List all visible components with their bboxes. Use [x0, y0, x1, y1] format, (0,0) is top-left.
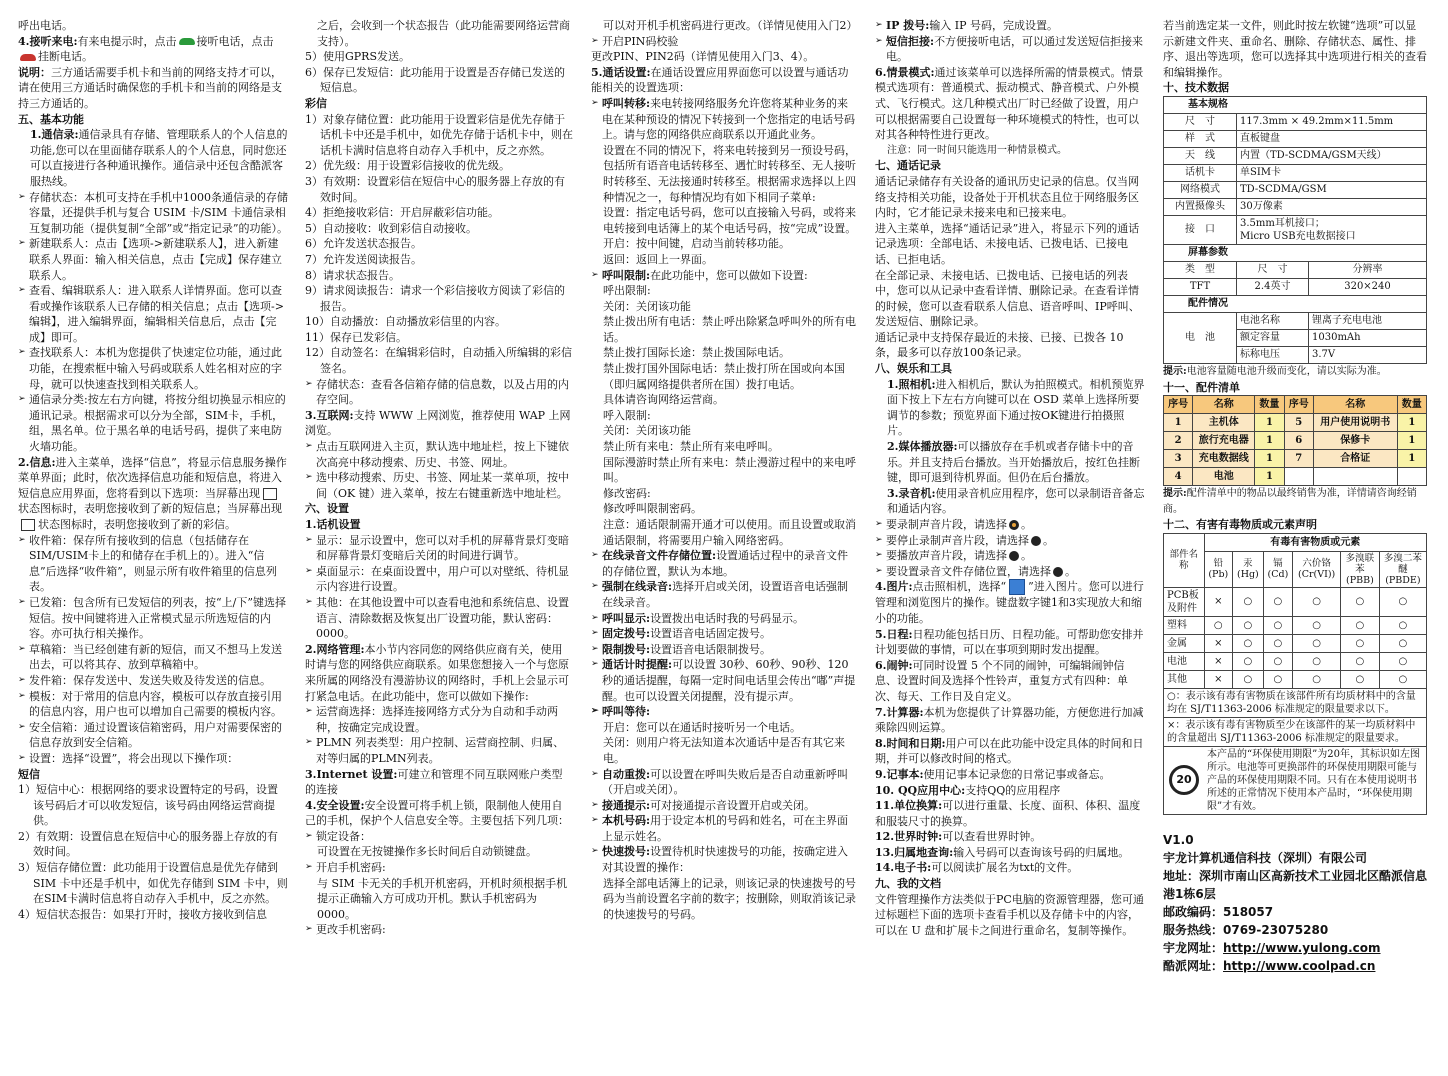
new-mms-status-icon — [21, 519, 35, 531]
paragraph: 注意：通话限制需开通才可以使用。而且设置或取消通话限制，将需要用户输入网络密码。 — [603, 518, 856, 547]
datetime-paragraph: 8.时间和日期:用户可以在此功能中设定具体的时间和日期，并可以修改时间的格式。 — [875, 736, 1144, 766]
table-row: 额定容量 1030mAh — [1164, 329, 1427, 346]
table-header-row: 部件名称 有毒有害物质或元素 — [1164, 533, 1427, 551]
numbered-item: 4）拒绝接收彩信：开启屏蔽彩信功能。 — [305, 206, 499, 220]
section-heading: 五、基本功能 — [18, 112, 84, 126]
pictures-paragraph: 4.图片:点击照相机，选择“ ”进入图片。您可以进行管理和浏览图片的操作。键盘数字键1和3实现放大和缩小的功能。 — [875, 580, 1144, 625]
internet-settings-paragraph: 3.Internet 设置:可建立和管理不同互联网账户类型的连接 — [305, 767, 563, 797]
numbered-item: 10）自动播放：自动播放彩信里的内容。 — [305, 315, 506, 329]
eco-period-20-icon: 20 — [1169, 765, 1199, 795]
section-heading: 十二、有害有毒物质或元素声明 — [1163, 518, 1317, 532]
section-heading: 九、我的文档 — [875, 877, 941, 891]
list-item: ➢ 呼叫限制:在此功能中，您可以做如下设置: — [591, 268, 857, 284]
list-item: ➢ 呼叫显示:设置拨出电话时我的号码显示。 — [591, 611, 857, 627]
column-2 — [305, 18, 573, 1070]
numbered-item: 8）请求状态报告。 — [305, 268, 400, 282]
tip: 提示:配件清单中的物品以最终销售为准，详情请咨询经销商。 — [1163, 488, 1417, 515]
column-1 — [18, 18, 288, 1070]
table-header-row: 铅(Pb) 汞(Hg) 镉(Cd) 六价铬(Cr(VI)) 多溴联苯(PBB) 多溴二苯醚(PBDE) — [1164, 551, 1427, 587]
paragraph: 修改呼叫限制密码。 — [603, 502, 702, 516]
list-item: ➢ 运营商选择：选择连接网络方式分为自动和手动两种，按确定完成设置。 — [305, 704, 573, 735]
list-item: ➢ 在线录音文件存储位置:设置通话过程中的录音文件的存储位置，默认为本地。 — [591, 548, 857, 579]
list-item: ➢ 锁定设备： — [305, 829, 573, 845]
company-info — [1163, 831, 1427, 975]
paragraph: 禁止所有来电：禁止所有来电呼叫。 — [603, 440, 779, 454]
numbered-item: 1）对象存储位置：此功能用于设置彩信是优先存储于话机卡中还是手机中，如优先存储于话机卡中，则在话机卡满时信息将自动存入手机中，反之亦然。 — [305, 112, 573, 157]
table-row: 2 旅行充电器 1 6 保修卡 1 — [1164, 432, 1427, 450]
table-row: 尺 寸 117.3mm × 49.2mm×11.5mm — [1164, 113, 1427, 130]
list-item: ➢ 要设置录音文件存储位置，请选择 。 — [875, 564, 1145, 580]
paragraph: 通话记录中支持保存最近的未接、已接、已拨各 10条，最多可以存放100条记录。 — [875, 330, 1124, 360]
numbered-item: 11）保存已发彩信。 — [305, 330, 407, 344]
media-player-paragraph: 2.媒体播放器:可以播放存在手机或者存储卡中的音乐。并且支持后台播放。当开始播放后，按红色挂断键，即可退到待机界面。但仍在后台播放。 — [887, 440, 1140, 485]
yulong-link[interactable]: http://www.yulong.com — [1223, 940, 1381, 955]
notepad-paragraph: 9.记事本:使用记事本记录您的日常记事或备忘。 — [875, 767, 1111, 781]
paragraph: 禁止拨打国外国际电话：禁止拨打所在国或向本国（即归属网络提供者所在国）拨打电话。 — [603, 362, 845, 391]
picture-icon — [1009, 579, 1025, 595]
paragraph: 选择全部电话簿上的记录，则该记录的快速拨号的号码为当前设置名字前的数字；按删除，则取消该记录的快速拨号的号码。 — [603, 876, 856, 921]
list-item: ➢ 桌面显示：在桌面设置中，用户可以对壁纸、待机显示内容进行设置。 — [305, 564, 573, 595]
answer-phone-icon — [179, 38, 195, 45]
table-row: 接 口 3.5mm耳机接口； Micro USB充电数据接口 — [1164, 215, 1427, 244]
table-row: 金属 × ○ ○ ○ ○ ○ — [1164, 634, 1427, 652]
hazardous-substances-table — [1163, 533, 1427, 815]
list-item: ➢ 草稿箱：当已经创建有新的短信，而又不想马上发送出去，可以将其存、放到草稿箱中。 — [18, 642, 288, 673]
paragraph: 开启：按中间键，启动当前转移功能。 — [603, 237, 790, 251]
paragraph: 开启：您可以在通话时接听另一个电话。 — [603, 720, 801, 734]
table-row: 内置摄像头 30万像素 — [1164, 198, 1427, 215]
section-heading: 八、娱乐和工具 — [875, 362, 952, 376]
numbered-item: 7）允许发送阅读报告。 — [305, 252, 422, 266]
column-5 — [1163, 18, 1427, 1070]
numbered-item: 12）自动签名：在编辑彩信时，自动插入所编辑的彩信签名。 — [305, 346, 572, 376]
list-item: ➢ 安全信箱：通过设置该信箱密码，用户对需要保密的信息存放到安全信箱。 — [18, 720, 288, 751]
table-row: 网络模式 TD-SCDMA/GSM — [1164, 181, 1427, 198]
list-item: ➢ 发件箱：保存发送中、发送失败及待发送的信息。 — [18, 673, 288, 689]
qq-paragraph: 10. QQ应用中心:支持QQ的应用程序 — [875, 783, 1061, 797]
paragraph: 通话记录储存有关设备的通讯历史记录的信息。仅当网络支持相关功能，设备处于开机状态且位于网络服务区内时，它才能记录未接来电和已接来电。 — [875, 174, 1139, 220]
table-row: 1 主机体 1 5 用户使用说明书 1 — [1164, 414, 1427, 432]
list-item: ➢ 模板：对于常用的信息内容，模板可以存放直接引用的信息内容，用户也可以增加自己需要的模板内容。 — [18, 689, 288, 720]
list-item: ➢ 存储状态：本机可支持在手机中1000条通信录的存储容量，还提供手机与复合 USIM 卡/SIM 卡通信录相互复制功能（提供复制“全部”或“指定记录”的功能）。 — [18, 190, 288, 237]
list-item: ➢ PLMN 列表类型：用户控制、运营商控制、归属、对等归属的PLMN列表。 — [305, 735, 573, 766]
list-item: ➢ 通话计时提醒:可以设置 30秒、60秒、90秒、120 秒的通话提醒，每隔一定时间电话里会传出“嘟”声提醒。也可以设置关闭提醒，没有提示声。 — [591, 657, 857, 704]
paragraph: 修改密码: — [603, 486, 651, 500]
list-item: ➢ 呼叫等待: — [591, 704, 857, 720]
answer-call-paragraph: 4.接听来电:有来电提示时，点击 接听电话，点击挂断电话。 — [18, 34, 274, 64]
paragraph: 可设置在无按键操作多长时间后自动锁键盘。 — [317, 845, 537, 859]
subheading: 1.话机设置 — [305, 518, 361, 531]
record-icon — [1009, 520, 1019, 530]
coolpad-link[interactable]: http://www.coolpad.cn — [1223, 958, 1376, 973]
ebook-paragraph: 14.电子书:可以阅读扩展名为txt的文件。 — [875, 861, 1079, 875]
security-paragraph: 4.安全设置:安全设置可将手机上锁，限制他人使用自己的手机，保护个人信息安全等。主要包括下列几项： — [305, 798, 569, 828]
numbered-item: 9）请求阅读报告：请求一个彩信接收方阅读了彩信的报告。 — [305, 284, 565, 313]
list-item: ➢ 通信录分类:按左右方向键，将按分组切换显示相应的通讯记录。根据需求可以分为全部，SIM卡，手机，组，黑名单。位于黑名单的电话号码，提供了来电防火墙功能。 — [18, 392, 288, 454]
network-paragraph: 2.网络管理:本小节内容同您的网络供应商有关，使用时请与您的网络供应商联系。如果您想接入一个与您原来所属的网络没有漫游协议的网络时，手机上会显示可打紧急电话。在此功能中，您可以做如下操作: — [305, 642, 569, 703]
list-item: ➢ 新建联系人：点击【选项->新建联系人】，进入新建联系人界面：输入相关信息，点击【完成】保存建立联系人。 — [18, 236, 288, 283]
table-row: 样 式 直板键盘 — [1164, 130, 1427, 147]
list-item: ➢ 限制拨号:设置语音电话限制拨号。 — [591, 642, 857, 658]
list-item: ➢ 显示：显示设置中，您可以对手机的屏幕背景灯变暗和屏幕背景灯变暗后关闭的时间进行调节。 — [305, 533, 573, 564]
list-item: ➢ 呼叫转移:来电转接网络服务允许您将某种业务的来电在某种预设的情况下转接到一个您指定的电话号码上。请与您的网络供应商联系以开通此业务。 — [591, 96, 857, 143]
list-item: ➢ 开启手机密码: — [305, 860, 573, 876]
list-item: ➢ 要录制声音片段，请选择 。 — [875, 517, 1145, 533]
subheading: 短信 — [18, 767, 40, 781]
list-item: ➢ 更改手机密码: — [305, 922, 573, 938]
list-item: ➢ 设置：选择“设置”，将会出现以下操作项： — [18, 751, 288, 767]
yulong-website: 宇龙网址：http://www.yulong.com — [1163, 940, 1381, 955]
internet-paragraph: 3.互联网:支持 WWW 上网浏览，推荐使用 WAP 上网浏览。 — [305, 408, 571, 438]
paragraph: 呼出电话。 — [18, 19, 73, 32]
list-item: ➢ 已发箱：包含所有已发短信的列表，按“上/下”键选择短信。按中间键将进入正常模式显示所选短信的内容。亦可执行相关操作。 — [18, 595, 288, 642]
camera-paragraph: 1.照相机:进入相机后，默认为拍照模式。相机预览界面下按上下左右方向键可以在 OSD 菜单上选择所要调节的参数；预览界面下通过按OK键进行拍摄照片。 — [887, 377, 1145, 438]
section-heading: 六、设置 — [305, 502, 349, 516]
paragraph: 禁止拨出所有电话：禁止呼出除紧急呼叫外的所有电话。 — [603, 315, 856, 344]
paragraph: 与 SIM 卡无关的手机开机密码，开机时须根据手机提示正确输入方可成功开机。默认手机密码为0000。 — [317, 876, 568, 921]
list-item: ➢ 强制在线录音:选择开启或关闭，设置语音电话强制在线录音。 — [591, 579, 857, 610]
list-item: ➢ 接通提示:可对接通提示音设置开启或关闭。 — [591, 798, 857, 814]
paragraph: 呼出限制: — [603, 284, 651, 298]
list-item: ➢ 查找联系人：本机为您提供了快速定位功能，通过此功能，在搜索框中输入号码或联系人姓名相对应的字母，就可以快速查找到相关联系人。 — [18, 345, 288, 392]
accessories-table — [1163, 395, 1427, 486]
profiles-note: 注意：同一时间只能选用一种情景模式。 — [887, 144, 1067, 156]
table-row: 电 池 电池名称 锂离子充电电池 — [1164, 312, 1427, 329]
table-row: 3 充电数据线 1 7 合格证 1 — [1164, 450, 1427, 468]
messages-paragraph: 2.信息:进入主菜单，选择“信息”，将显示信息服务操作菜单界面；此时，依次选择信息功能和短信息，将进入短信息应用界面，您将看到以下选项：当屏幕出现状态图标时，表明您接收到了新的短信息；当屏幕出现状态图标时，表明您接收到了新的彩信。 — [18, 455, 287, 531]
numbered-item: 5）使用GPRS发送。 — [305, 50, 411, 64]
tip: 提示:电池容量随电池升级而变化，请以实际为准。 — [1163, 365, 1387, 377]
play-icon — [1009, 551, 1019, 561]
list-item: ➢ 快速拨号:设置待机时快速拨号的功能，按确定进入对其设置的操作： — [591, 844, 857, 875]
numbered-item: 6）保存已发短信：此功能用于设置是否存储已发送的短信息。 — [305, 65, 565, 95]
paragraph: 可以对开机手机密码进行更改。（详情见使用入门2） — [603, 19, 857, 32]
version: V1.0 — [1163, 832, 1194, 847]
list-item: ➢ 本机号码:用于设定本机的号码和姓名，可在主界面上显示姓名。 — [591, 813, 857, 844]
numbered-item: 3）有效期：设置彩信在短信中心的服务器上存放的有效时间。 — [305, 174, 565, 204]
paragraph: 在全部记录、未接电话、已拨电话、已接电话的列表中，您可以从记录中查看详情、删除记录。在查看详情的时候，您可以查看联系人信息、语音呼叫、IP呼叫、发送短信、删除记录。 — [875, 268, 1140, 329]
coolpad-website: 酷派网址：http://www.coolpad.cn — [1163, 958, 1376, 973]
calendar-paragraph: 5.日程:日程功能包括日历、日程功能。可帮助您安排并计划要做的事情，可以在事项到期时发出提醒。 — [875, 627, 1144, 657]
numbered-item: 1）短信中心：根据网络的要求设置特定的号码，设置该号码后才可以收发短信，该号码由网络运营商提供。 — [18, 783, 278, 828]
numbered-item: 6）允许发送状态报告。 — [305, 237, 422, 251]
paragraph: 具体请咨询网络运营商。 — [603, 393, 724, 407]
paragraph: 呼入限制: — [603, 408, 651, 422]
paragraph: 更改PIN、PIN2码（详情见使用入门3、4）。 — [591, 50, 815, 64]
profiles-paragraph: 6.情景模式:通过该菜单可以选择所需的情景模式。情景模式选项有：普通模式、振动模式、静音模式、户外模式、飞行模式。这几种模式出厂时已经做了设置，用户可以根据需要自己设置每一种环境模式的特性，也可以对其各种特性进行更改。 — [875, 65, 1144, 142]
numbered-item: 4）短信状态报告：如果打开时，接收方接收到信息 — [18, 907, 267, 921]
list-item: ➢ 自动重拨:可以设置在呼叫失败后是否自动重新呼叫（开启或关闭）。 — [591, 767, 857, 798]
column-4 — [875, 18, 1145, 1070]
paragraph: 禁止拨打国际长途：禁止拨国际电话。 — [603, 346, 790, 360]
list-item: ➢ 查看、编辑联系人：进入联系人详情界面。您可以查看或操作该联系人已存储的相关信息；点击【选项->编辑】，进入编辑界面，编辑相关信息后，点击【完成】即可。 — [18, 283, 288, 345]
list-item: ➢ 收件箱：保存所有接收到的信息（包括储存在SIM/USIM卡上的和储存在手机上的）。进入“信息”后选择“收件箱”，则显示所有收件箱里的信息列表。 — [18, 533, 288, 595]
list-item: ➢ 要停止录制声音片段，请选择 。 — [875, 533, 1145, 549]
section-heading: 十一、配件清单 — [1163, 380, 1240, 394]
table-row: ○：表示该有毒有害物质在该部件所有均质材料中的含量均在 SJ/T11363-2006 标准规定的限量要求以下。 — [1164, 688, 1427, 717]
paragraph: 若当前选定某一文件，则此时按左软键“选项”可以显示新建文件夹、重命名、删除、存储状态、属性、排序、退出等选项，您可以选择其中选项进行相关的查看和编辑操作。 — [1163, 19, 1427, 79]
table-row: 类 型 尺 寸 分辨率 — [1164, 261, 1427, 278]
new-sms-status-icon — [263, 488, 277, 500]
list-item: ➢ 要播放声音片段，请选择 。 — [875, 548, 1145, 564]
company-name: 宇龙计算机通信科技（深圳）有限公司 — [1163, 850, 1368, 865]
table-row: 其他 × ○ ○ ○ ○ ○ — [1164, 670, 1427, 688]
table-row: 话机卡 单SIM卡 — [1164, 164, 1427, 181]
stop-icon — [1031, 536, 1041, 546]
table-row: 电池 × ○ ○ ○ ○ ○ — [1164, 652, 1427, 670]
hotline: 服务热线：0769-23075280 — [1163, 922, 1329, 937]
list-item: ➢ 短信拒接:不方便接听电话，可以通过发送短信拒接来电。 — [875, 34, 1145, 65]
numbered-item: 5）自动接收：收到彩信自动接收。 — [305, 221, 477, 235]
numbered-item: 3）短信存储位置：此功能用于设置信息是优先存储到 SIM 卡中还是手机中，如优先存储到 SIM 卡中，则在SIM卡满时信息将自动存入手机中，反之亦然。 — [18, 861, 288, 906]
list-item: ➢ 开启PIN码校验 — [591, 34, 857, 50]
table-row: 20 本产品的“环保使用期限”为20年，其标识如左图所示。电池等可更换部件的环保使用期限可能与产品的环保使用期限不同。只有在本使用说明书所述的正常情况下使用本产品时，“环保使用期限”才有效。 — [1164, 746, 1427, 814]
company-address: 地址：深圳市南山区高新技术工业园北区酷派信息港1栋6层 — [1163, 868, 1427, 901]
paragraph: 关闭：关闭该功能 — [603, 424, 691, 438]
paragraph: 返回：返回上一界面。 — [603, 252, 713, 266]
list-item: ➢ 存储状态：查看各信箱存储的信息数，以及占用的内存空间。 — [305, 377, 573, 408]
table-row: 塑料 ○ ○ ○ ○ ○ ○ — [1164, 616, 1427, 634]
table-row: TFT 2.4英寸 320×240 — [1164, 278, 1427, 295]
table-row: 4 电池 1 — [1164, 468, 1427, 486]
paragraph: 关闭：关闭该功能 — [603, 299, 691, 313]
paragraph: 之后，会收到一个状态报告（此功能需要网络运营商支持）。 — [317, 19, 570, 48]
tech-spec-table: 基本规格 尺 寸 117.3mm × 49.2mm×11.5mm 样 式 直板键盘 天 线 内置（TD-SCDMA/GSM天线） 话机卡 单SIM卡 网络模式 TD-SCDMA/GSM 内置摄像头 30万像素 接 口 3.5mm耳机接口； Micro USB充电数据接口 屏幕参数 类 型 尺 寸 分辨率 TFT 2.4英寸 320×240 配件情况 电 池 电池名称 锂离子充电电池 额定容量 1030mAh 标称电压 3.7V — [1163, 96, 1427, 364]
calculator-paragraph: 7.计算器:本机为您提供了计算器功能，方便您进行加减乘除四则运算。 — [875, 705, 1144, 735]
section-heading: 七、通话记录 — [875, 159, 941, 173]
paragraph: 进入主菜单，选择“通话记录”进入，将显示下列的通话记录选项：全部电话、未接电话、已拨电话、已接电话、已拒电话。 — [875, 221, 1140, 266]
paragraph: 设置在不同的情况下，将来电转接到另一预设号码，包括所有语音电话转移至、遇忙时转移至、无人接听时转移至、无法接通时转移至。根据需求选择以上四种情况之一，每种情况均有如下相同子菜单: — [603, 143, 856, 204]
column-3 — [591, 18, 857, 1070]
alarm-paragraph: 6.闹钟:可同时设置 5 个不同的闹钟，可编辑闹钟信息、设置时间及选择个性铃声，重复方式有四种：单次、每天、工作日及自定义。 — [875, 658, 1128, 703]
postcode: 邮政编码：518057 — [1163, 904, 1274, 919]
table-row: ×：表示该有毒有害物质至少在该部件的某一均质材料中的含量超出 SJ/T11363-2006 标准规定的限量要求。 — [1164, 717, 1427, 746]
paragraph: 国际漫游时禁止所有来电：禁止漫游过程中的来电呼叫。 — [603, 455, 856, 485]
table-row: 天 线 内置（TD-SCDMA/GSM天线） — [1164, 147, 1427, 164]
list-item: ➢ IP 拨号:输入 IP 号码，完成设置。 — [875, 18, 1145, 34]
section-heading: 十、技术数据 — [1163, 81, 1229, 95]
subheading: 彩信 — [305, 96, 327, 110]
recorder-paragraph: 3.录音机:使用录音机应用程序，您可以录制语音备忘和通话内容。 — [887, 486, 1145, 516]
table-header-row: 序号 名称 数量 序号 名称 数量 — [1164, 396, 1427, 414]
list-item: ➢ 其他：在其他设置中可以查看电池和系统信息、设置语言、清除数据及恢复出厂设置功能，默认密码：0000。 — [305, 595, 573, 642]
phonebook-paragraph: 1.通信录:通信录具有存储、管理联系人的个人信息的功能,您可以在里面储存联系人的个人信息，同时您还可以直接进行各种通讯操作。通信录中还包含酷派客服热线。 — [30, 128, 288, 188]
numbered-item: 2）有效期：设置信息在短信中心的服务器上存放的有效时间。 — [18, 829, 278, 859]
table-row: 标称电压 3.7V — [1164, 346, 1427, 363]
storage-icon — [1053, 567, 1063, 577]
list-item: ➢ 点击互联网进入主页，默认选中地址栏，按上下键依次高亮中移动搜索、历史、书签、网址。 — [305, 439, 573, 470]
world-clock-paragraph: 12.世界时钟:可以查看世界时钟。 — [875, 830, 1042, 844]
paragraph: 设置：指定电话号码，您可以直接输入号码，或将来电转接到电话簿上的某个电话号码，按“完成”设置。 — [603, 206, 857, 235]
call-settings-paragraph: 5.通话设置:在通话设置应用界面您可以设置与通话功能相关的设置选项： — [591, 65, 849, 95]
paragraph: 文件管理操作方法类似于PC电脑的资源管理器，您可通过标题栏下面的选项卡查看手机以及存储卡中的内容，可以在 U 盘和扩展卡之间进行重命名，复制等操作。 — [875, 892, 1144, 937]
location-paragraph: 13.归属地查询:输入号码可以查询该号码的归属地。 — [875, 845, 1130, 859]
unit-converter-paragraph: 11.单位换算:可以进行重量、长度、面积、体积、温度和服装尺寸的换算。 — [875, 799, 1141, 828]
table-row: PCB板及附件 × ○ ○ ○ ○ ○ — [1164, 587, 1427, 616]
list-item: ➢ 固定拨号:设置语音电话固定拨号。 — [591, 626, 857, 642]
hangup-phone-icon — [20, 54, 36, 61]
list-item: ➢ 选中移动搜索、历史、书签、网址某一菜单项，按中间（OK 键）进入菜单，按左右键重新选中地址栏。 — [305, 470, 573, 501]
paragraph: 关闭：则用户将无法知道本次通话中是否有其它来电。 — [603, 736, 845, 765]
numbered-item: 2）优先级：用于设置彩信接收的优先级。 — [305, 159, 510, 173]
note-paragraph: 说明：三方通话需要手机卡和当前的网络支持才可以，请在使用三方通话时确保您的手机卡和当前的网络是支持三方通话的。 — [18, 65, 282, 110]
